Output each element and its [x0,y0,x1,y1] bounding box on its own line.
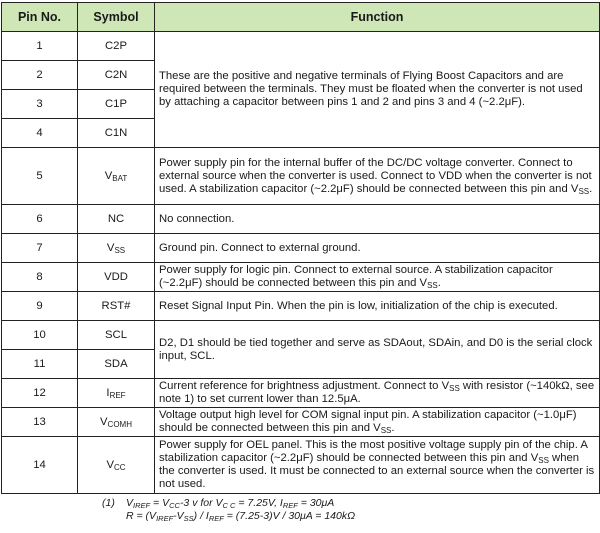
pin-number: 10 [2,321,78,350]
pin-number: 4 [2,119,78,148]
pin-number: 11 [2,350,78,379]
pin-number: 9 [2,292,78,321]
pin-number: 7 [2,234,78,263]
pin-symbol: SDA [78,350,155,379]
pin-symbol: C1N [78,119,155,148]
pin-number: 1 [2,32,78,61]
pin-number: 5 [2,148,78,205]
table-row [2,32,600,61]
pin-number: 12 [2,379,78,408]
table-row [2,321,600,350]
pin-function: Power supply for logic pin. Connect to external source. A stabilization capacitor (~2.2μF) should be connected between this pin and $V_{SS}$. [155,263,600,292]
pin-function: Power supply pin for the internal buffer of the DC/DC voltage converter. Connect to external source when the converter is used. Connect to VDD when the converter is not used. A stabilization capacitor (~2.2μF) should be connected between this pin and $V_{SS}$. [155,148,600,205]
footnote-marker: (1) [102,497,115,509]
pin-description-table [1,2,600,494]
table-row [2,292,600,321]
pin-function: D2, D1 should be tied together and serve as SDAout, SDAin, and D0 is the serial clock input, SCL. [155,321,600,379]
pin-symbol: C1P [78,90,155,119]
table-header-row [2,3,600,32]
pin-function: These are the positive and negative terminals of Flying Boost Capacitors and are required between the terminals. They must be floated when the converter is not used by attaching a capacitor between pins 1 and 2 and pins 3 and 4 (~2.2μF). [155,32,600,148]
pin-symbol: $V_{CC}$ [78,437,155,494]
pin-function: Reset Signal Input Pin. When the pin is low, initialization of the chip is executed. [155,292,600,321]
symbol-header: Symbol [78,3,155,32]
table-row [2,205,600,234]
pin-number: 3 [2,90,78,119]
footnote-line-2: $R = (V_{IREF}-V_{SS}) / I_{REF} = (7.25-3)V / 30\mu A = 140k\Omega$ [126,510,356,523]
pin-number: 14 [2,437,78,494]
function-header: Function [155,3,600,32]
pin-symbol: $V_{SS}$ [78,234,155,263]
pin-number: 8 [2,263,78,292]
pin-number: 6 [2,205,78,234]
pin-symbol: C2N [78,61,155,90]
table-row [2,408,600,437]
pin-symbol: $V_{COMH}$ [78,408,155,437]
pin-symbol: $I_{REF}$ [78,379,155,408]
table-row [2,263,600,292]
table-row [2,437,600,494]
pin-symbol: SCL [78,321,155,350]
pin-number: 13 [2,408,78,437]
pin-symbol: VDD [78,263,155,292]
table-row [2,379,600,408]
footnote-line-1: $V_{IREF} = V_{CC}-3$ v for $V_{C C} = 7.25V$, $I_{REF} = 30\mu A$ [126,497,335,510]
pin-function: No connection. [155,205,600,234]
table-row [2,148,600,205]
pin-function: Current reference for brightness adjustment. Connect to $V_{SS}$ with resistor (~140kΩ, see note 1) to set current lower than 12.5μA. [155,379,600,408]
pin-function: Voltage output high level for COM signal input pin. A stabilization capacitor (~1.0μF) should be connected between this pin and $V_{SS}$. [155,408,600,437]
pin-number: 2 [2,61,78,90]
pin-no-header: Pin No. [2,3,78,32]
pin-symbol: C2P [78,32,155,61]
pin-symbol: RST# [78,292,155,321]
pin-symbol: NC [78,205,155,234]
pin-function: Power supply for OEL panel. This is the most positive voltage supply pin of the chip. A stabilization capacitor (~2.2μF) should be connected between this pin and $V_{SS}$ when the converter is used. It must be connected to an external source when the converter is not used. [155,437,600,494]
pin-function: Ground pin. Connect to external ground. [155,234,600,263]
table-row [2,234,600,263]
pin-symbol: $V_{BAT}$ [78,148,155,205]
